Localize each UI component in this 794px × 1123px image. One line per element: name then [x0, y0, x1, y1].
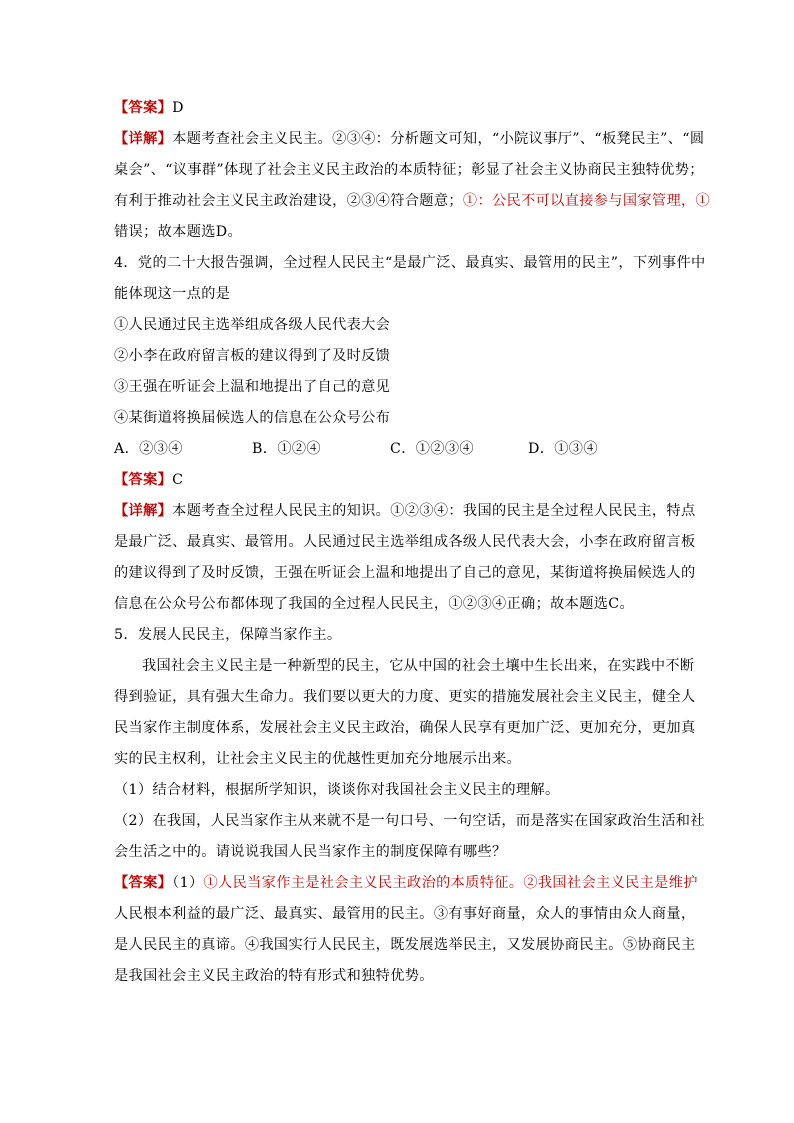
q3-detail-line-3: [114, 191, 711, 211]
q5-material-line-2: 得到验证，具有强大生命力。我们要以更大的力度、更实的措施发展社会主义民主，健全人: [114, 689, 696, 705]
q4-options: [114, 439, 679, 459]
q5-answer-line-3: 是人民民主的真谛。④我国实行人民民主，既发展选举民主，又发展协商民主。⑤协商民主: [114, 937, 696, 953]
q4-stem-line-1: 4．党的二十大报告强调，全过程人民民主“是最广泛、最真实、最管用的民主”，下列事件中: [114, 255, 706, 271]
q4-option-a: A．②③④: [114, 441, 183, 457]
q4-detail-line-4: 信息在公众号公布都体现了我国的全过程人民民主，①②③④正确；故本题选C。: [114, 596, 635, 612]
q5-sub-question-2-line-1: （2）在我国，人民当家作主从来就不是一句口号、一句空话，而是落实在国家政治生活和社: [114, 813, 705, 829]
detail-tag: 【详解】: [114, 503, 173, 519]
q5-answer-line-1: [114, 873, 698, 893]
q4-detail-line-1: [114, 501, 696, 521]
q4-detail-line-3: 的建议得到了及时反馈，王强在听证会上温和地提出了自己的意见，某街道将换届候选人的: [114, 565, 696, 581]
q5-sub-question-2-line-2: 会生活之中的。请说说我国人民当家作主的制度保障有哪些？: [114, 844, 507, 860]
q5-material-line-4: 实的民主权利，让社会主义民主的优越性更加充分地展示出来。: [114, 751, 522, 767]
q4-item-1: ①人民通过民主选举组成各级人民代表大会: [114, 317, 391, 333]
q4-stem-line-2: 能体现这一点的是: [114, 286, 231, 302]
q3-answer-line: [114, 98, 679, 118]
q4-answer-value: C: [172, 472, 184, 488]
q4-option-c: C．①②③④: [390, 441, 474, 457]
q3-detail-line-4: 错误；故本题选D。: [114, 224, 243, 240]
q4-answer-line: [114, 470, 679, 490]
q5-material-line-3: 民当家作主制度体系，发展社会主义民主政治，确保人民享有更加广泛、更加充分，更加真: [114, 720, 696, 736]
q5-answer-prefix: （1）: [172, 875, 204, 891]
q5-answer-text-1: ①人民当家作主是社会主义民主政治的本质特征。②我国社会主义民主是维护: [203, 875, 698, 891]
answer-tag: 【答案】: [114, 100, 173, 116]
answer-tag: 【答案】: [114, 472, 173, 488]
q4-item-2: ②小李在政府留言板的建议得到了及时反馈: [114, 348, 391, 364]
q3-detail-line-1: [114, 129, 705, 149]
q3-answer-value: D: [172, 100, 184, 116]
q4-detail-line-2: 是最广泛、最真实、最管用。人民通过民主选举组成各级人民代表大会，小李在政府留言板: [114, 534, 696, 550]
q3-detail-text-3a: 有利于推动社会主义民主政治建设，②③④符合题意；: [114, 193, 463, 209]
q3-detail-line-2: 桌会”、“议事群”体现了社会主义民主政治的本质特征；彰显了社会主义协商民主独特优势；: [114, 162, 704, 178]
q4-item-3: ③王强在听证会上温和地提出了自己的意见: [114, 379, 391, 395]
q5-answer-line-2: 人民根本利益的最广泛、最真实、最管用的民主。③有事好商量，众人的事情由众人商量，: [114, 906, 696, 922]
answer-tag: 【答案】: [114, 875, 173, 891]
q4-detail-text-1: 本题考查全过程人民民主的知识。①②③④：我国的民主是全过程人民民主，特点: [172, 503, 696, 519]
q3-detail-text-3c: ：公民不可以直接参与国家管理，①: [477, 193, 711, 209]
q4-option-b: B．①②④: [252, 441, 321, 457]
document-body: [114, 98, 711, 986]
q4-item-4: ④某街道将换届候选人的信息在公众号公布: [114, 410, 391, 426]
q5-material-line-1: 我国社会主义民主是一种新型的民主，它从中国的社会土壤中生长出来，在实践中不断: [142, 658, 695, 674]
q3-detail-text-3b: ①: [462, 193, 478, 209]
detail-tag: 【详解】: [114, 131, 173, 147]
q5-sub-question-1: （1）结合材料，根据所学知识，谈谈你对我国社会主义民主的理解。: [114, 782, 560, 798]
q5-title: 5．发展人民民主，保障当家作主。: [114, 627, 342, 643]
q3-detail-text-1: 本题考查社会主义民主。②③④：分析题文可知，“小院议事厅”、“板凳民主”、“圆: [172, 131, 705, 147]
q5-answer-line-4: 是我国社会主义民主政治的特有形式和独特优势。: [114, 968, 434, 984]
q4-option-d: D．①③④: [528, 441, 598, 457]
